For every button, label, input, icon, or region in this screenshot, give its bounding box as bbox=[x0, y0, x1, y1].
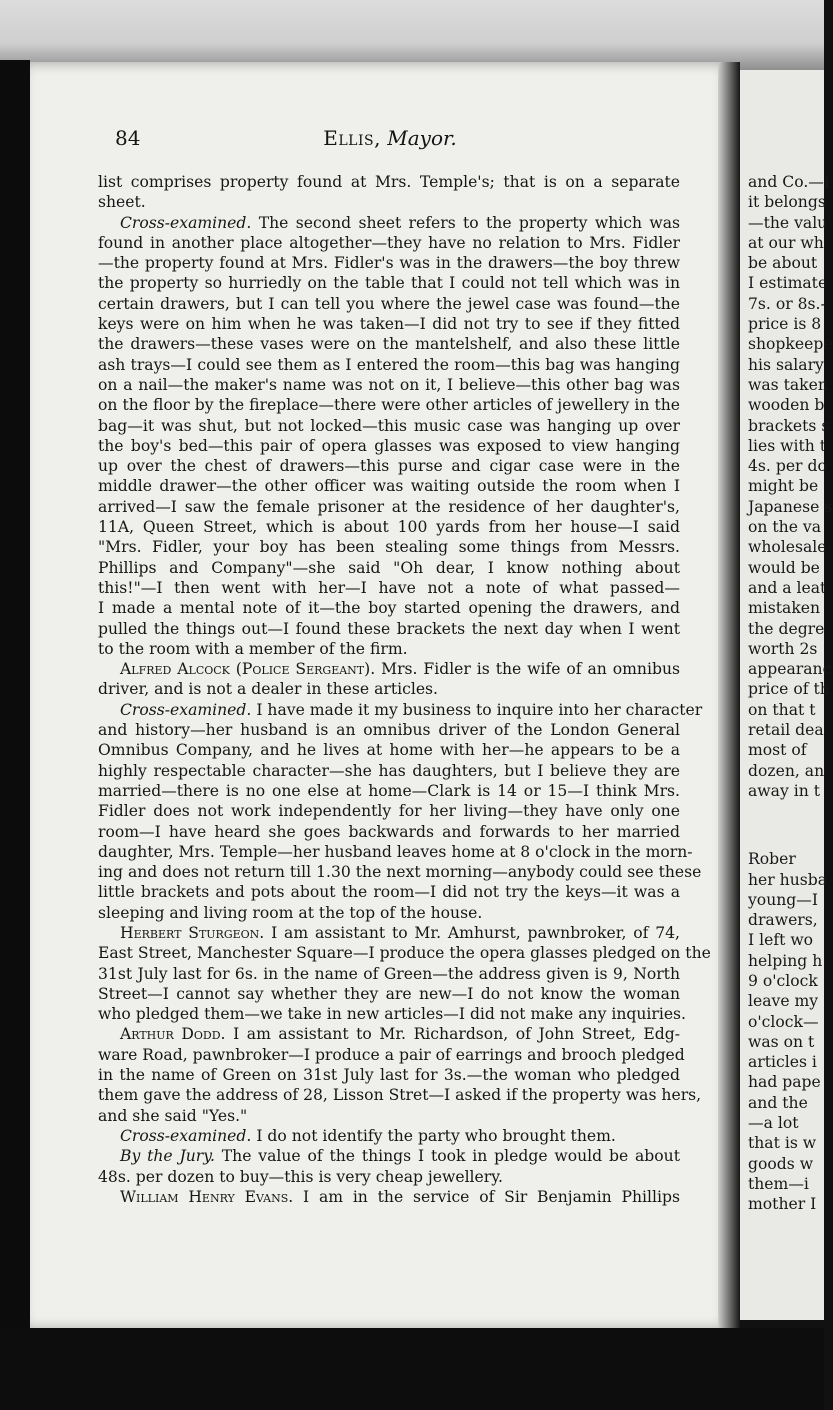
facing-page-line: his salary bbox=[748, 355, 824, 374]
text-line bbox=[98, 334, 680, 354]
running-head bbox=[100, 126, 680, 150]
line-text: keys were on him when he was taken—I did not try to see if they fitted bbox=[98, 315, 680, 334]
scanner-bottom-edge bbox=[0, 1328, 824, 1410]
line-text: pulled the things out—I found these brackets the next day when I went bbox=[98, 619, 680, 638]
facing-page-line: —the valu bbox=[748, 213, 828, 232]
text-line bbox=[98, 679, 680, 699]
text-line bbox=[98, 801, 680, 821]
line-text: I am assistant to Mr. Amhurst, pawnbroker, of 74, bbox=[264, 923, 680, 942]
facing-page-line: lies with t bbox=[748, 436, 827, 455]
facing-page-line: at our wh bbox=[748, 233, 824, 252]
text-line bbox=[98, 882, 680, 902]
facing-page-line: retail dea bbox=[748, 721, 824, 740]
text-line bbox=[98, 1085, 702, 1105]
line-text: 11A, Queen Street, which is about 100 yards from her house—I said bbox=[98, 518, 680, 537]
facing-page-line: mistaken bbox=[748, 599, 821, 618]
facing-page-line: away in t bbox=[748, 781, 820, 800]
text-line bbox=[98, 1167, 680, 1187]
text-line bbox=[98, 273, 680, 293]
facing-page-line: was on t bbox=[748, 1032, 815, 1051]
facing-page-line: be about bbox=[748, 254, 818, 273]
facing-page-line: o'clock— bbox=[748, 1012, 819, 1031]
running-head-title: Mayor. bbox=[387, 126, 457, 150]
line-text: I am in the service of Sir Benjamin Phillips bbox=[293, 1187, 680, 1206]
text-line bbox=[98, 964, 680, 984]
facing-page-line: and Co.—I bbox=[748, 173, 831, 191]
text-line bbox=[98, 862, 702, 882]
facing-page-line: young—I bbox=[748, 890, 819, 909]
speaker-lead: By the Jury. bbox=[120, 1147, 215, 1166]
text-line bbox=[98, 1146, 680, 1166]
line-text: who pledged them—we take in new articles—I did not make any inquiries. bbox=[98, 1005, 687, 1024]
speaker-lead: Herbert Sturgeon. bbox=[120, 923, 265, 942]
line-text: found in another place altogether—they have no relation to Mrs. Fidler bbox=[98, 233, 680, 252]
text-line bbox=[98, 1065, 680, 1085]
facing-page-line: I left wo bbox=[748, 931, 814, 950]
text-line bbox=[98, 984, 680, 1004]
line-text: on the floor by the fireplace—there were other articles of jewellery in the bbox=[98, 396, 680, 415]
facing-page-line: goods w bbox=[748, 1154, 814, 1173]
text-line bbox=[98, 395, 680, 415]
text-line bbox=[98, 1106, 680, 1126]
line-text: I am assistant to Mr. Richardson, of John Street, Edg- bbox=[225, 1025, 681, 1044]
facing-page-line: drawers, bbox=[748, 911, 818, 930]
text-line bbox=[98, 598, 680, 618]
line-text: Street—I cannot say whether they are new—I do not know the woman bbox=[98, 984, 680, 1003]
text-line bbox=[98, 781, 680, 801]
line-text: ing and does not return till 1.30 the next morning—anybody could see these bbox=[98, 863, 702, 882]
line-text: sheet. bbox=[98, 193, 146, 212]
speaker-lead: Cross-examined. bbox=[120, 700, 252, 719]
text-line bbox=[98, 1004, 687, 1024]
text-line bbox=[98, 213, 680, 233]
facing-page-line: wholesale- bbox=[748, 538, 832, 557]
line-text: 48s. per dozen to buy—this is very cheap jewellery. bbox=[98, 1167, 503, 1186]
line-text: driver, and is not a dealer in these articles. bbox=[98, 680, 439, 699]
facing-page-line: would be bbox=[748, 558, 820, 577]
facing-page-line: and a leat bbox=[748, 578, 827, 597]
facing-page-line: was taken bbox=[748, 375, 828, 394]
line-text: the property so hurriedly on the table that I could not tell which was in bbox=[98, 274, 680, 293]
line-text: East Street, Manchester Square—I produce the opera glasses pledged on the bbox=[98, 944, 711, 963]
line-text: this!"—I then went with her—I have not a note of what passed— bbox=[98, 578, 680, 597]
line-text: Phillips and Company"—she said "Oh dear, I know nothing about bbox=[98, 558, 680, 577]
text-line bbox=[98, 578, 680, 598]
facing-page-line: appearanc bbox=[748, 660, 832, 679]
line-text: them gave the address of 28, Lisson Stret—I asked if the property was hers, bbox=[98, 1086, 702, 1105]
text-line bbox=[98, 537, 680, 557]
line-text: Mrs. Fidler is the wife of an omnibus bbox=[375, 660, 680, 679]
facing-page-line: helping h bbox=[748, 951, 823, 970]
text-line bbox=[98, 517, 680, 537]
text-line bbox=[98, 436, 680, 456]
line-text: up over the chest of drawers—this purse and cigar case were in the bbox=[98, 457, 680, 476]
facing-page-line: —a lot bbox=[748, 1114, 799, 1133]
line-text: Omnibus Company, and he lives at home with her—he appears to be a bbox=[98, 741, 680, 760]
facing-page-line: the degre bbox=[748, 619, 825, 638]
text-line bbox=[98, 497, 680, 517]
facing-page-line: brackets s bbox=[748, 416, 830, 435]
facing-page-line: leave my bbox=[748, 992, 819, 1011]
text-line bbox=[98, 903, 680, 923]
facing-page-line: price of th bbox=[748, 680, 830, 699]
line-text: I made a mental note of it—the boy started opening the drawers, and bbox=[98, 599, 680, 618]
text-line bbox=[98, 476, 680, 496]
line-text: the drawers—these vases were on the mantelshelf, and also these little bbox=[98, 335, 680, 354]
line-text: I do not identify the party who brought them. bbox=[251, 1126, 616, 1145]
facing-page-line: Japanese s bbox=[748, 497, 833, 516]
line-text: on a nail—the maker's name was not on it, I believe—this other bag was bbox=[98, 375, 680, 394]
text-line bbox=[98, 1045, 685, 1065]
line-text: list comprises property found at Mrs. Temple's; that is on a separate bbox=[98, 173, 680, 191]
facing-page-text-fragment bbox=[748, 172, 833, 1215]
facing-page-line: 9 o'clock bbox=[748, 971, 818, 990]
facing-page-line: Rober bbox=[748, 850, 796, 869]
line-text: Fidler does not work independently for her living—they have only one bbox=[98, 802, 680, 821]
line-text: ash trays—I could see them as I entered the room—this bag was hanging bbox=[98, 355, 680, 374]
text-line bbox=[98, 619, 680, 639]
left-page-edge bbox=[0, 60, 30, 1350]
text-line bbox=[98, 233, 680, 253]
line-text: The second sheet refers to the property which was bbox=[251, 213, 680, 232]
line-text: —the property found at Mrs. Fidler's was in the drawers—the boy threw bbox=[98, 254, 680, 273]
facing-page-line: I estimate bbox=[748, 274, 828, 293]
line-text: daughter, Mrs. Temple—her husband leaves home at 8 o'clock in the morn- bbox=[98, 842, 693, 861]
facing-page-line bbox=[748, 801, 824, 849]
line-text: and she said "Yes." bbox=[98, 1106, 248, 1125]
speaker-lead: Cross-examined. bbox=[120, 1126, 252, 1145]
text-line bbox=[98, 294, 680, 314]
speaker-lead: Arthur Dodd. bbox=[120, 1025, 226, 1044]
speaker-lead: Alfred Alcock (Police Sergeant). bbox=[120, 660, 376, 679]
facing-page-line: her husba bbox=[748, 870, 828, 889]
line-text: I have made it my business to inquire into her character bbox=[251, 700, 703, 719]
facing-page-line: mother I bbox=[748, 1195, 817, 1214]
text-line bbox=[98, 842, 693, 862]
line-text: sleeping and living room at the top of the house. bbox=[98, 903, 483, 922]
text-line bbox=[98, 700, 703, 720]
facing-page-line: shopkeepe bbox=[748, 335, 833, 354]
line-text: the boy's bed—this pair of opera glasses was exposed to view hanging bbox=[98, 436, 680, 455]
facing-page-line: had pape bbox=[748, 1073, 821, 1092]
text-line bbox=[98, 253, 680, 273]
text-line bbox=[98, 740, 680, 760]
text-line bbox=[98, 355, 680, 375]
line-text: room—I have heard she goes backwards and forwards to her married bbox=[98, 822, 680, 841]
text-line bbox=[98, 314, 680, 334]
text-line bbox=[98, 761, 680, 781]
text-line bbox=[98, 375, 680, 395]
text-line bbox=[98, 172, 680, 192]
line-text: married—there is no one else at home—Clark is 14 or 15—I think Mrs. bbox=[98, 781, 680, 800]
text-line bbox=[98, 1024, 680, 1044]
book-fold bbox=[718, 62, 740, 1330]
text-line bbox=[98, 558, 680, 578]
text-line bbox=[98, 1126, 680, 1146]
text-line bbox=[98, 639, 680, 659]
main-text-column bbox=[98, 172, 711, 1207]
line-text: The value of the things I took in pledge would be about bbox=[214, 1147, 680, 1166]
facing-page-line: and the bbox=[748, 1093, 808, 1112]
text-line bbox=[98, 192, 680, 212]
text-line bbox=[98, 659, 680, 679]
line-text: bag—it was shut, but not locked—this music case was hanging up over bbox=[98, 416, 680, 435]
text-line bbox=[98, 822, 680, 842]
line-text: little brackets and pots about the room—I did not try the keys—it was a bbox=[98, 883, 680, 902]
line-text: to the room with a member of the firm. bbox=[98, 639, 408, 658]
text-line bbox=[98, 456, 680, 476]
line-text: 31st July last for 6s. in the name of Green—the address given is 9, North bbox=[98, 964, 680, 983]
facing-page-line: might be bbox=[748, 477, 819, 496]
line-text: "Mrs. Fidler, your boy has been stealing some things from Messrs. bbox=[98, 538, 680, 557]
facing-page-line: articles i bbox=[748, 1053, 817, 1072]
page-number: 84 bbox=[115, 126, 141, 150]
text-line bbox=[98, 416, 680, 436]
facing-page-line: most of bbox=[748, 741, 807, 760]
text-line bbox=[98, 720, 680, 740]
line-text: and history—her husband is an omnibus driver of the London General bbox=[98, 721, 680, 740]
facing-page-line: dozen, an bbox=[748, 761, 825, 780]
facing-page-line: price is 8 bbox=[748, 315, 822, 334]
facing-page-line: on the va bbox=[748, 518, 821, 537]
line-text: certain drawers, but I can tell you where the jewel case was found—the bbox=[98, 294, 680, 313]
line-text: arrived—I saw the female prisoner at the residence of her daughter's, bbox=[98, 497, 680, 516]
facing-page-line: them—i bbox=[748, 1174, 809, 1193]
facing-page-line: 7s. or 8s.- bbox=[748, 294, 826, 313]
facing-page-line: on that t bbox=[748, 700, 816, 719]
facing-page-line: 4s. per do bbox=[748, 457, 827, 476]
line-text: middle drawer—the other officer was waiting outside the room when I bbox=[98, 477, 680, 496]
text-line bbox=[98, 1187, 680, 1207]
page-header bbox=[100, 126, 680, 156]
speaker-lead: Cross-examined. bbox=[120, 213, 252, 232]
line-text: in the name of Green on 31st July last for 3s.—the woman who pledged bbox=[98, 1066, 680, 1085]
line-text: highly respectable character—she has daughters, but I believe they are bbox=[98, 761, 680, 780]
facing-page-line: it belongs bbox=[748, 193, 826, 212]
facing-page-line: worth 2s bbox=[748, 639, 818, 658]
facing-page-line: wooden b bbox=[748, 396, 825, 415]
running-head-name: Ellis, bbox=[323, 126, 381, 150]
text-line bbox=[98, 923, 680, 943]
text-line bbox=[98, 943, 711, 963]
line-text: ware Road, pawnbroker—I produce a pair of earrings and brooch pledged bbox=[98, 1045, 685, 1064]
speaker-lead: William Henry Evans. bbox=[120, 1187, 294, 1206]
facing-page-line: that is w bbox=[748, 1134, 817, 1153]
